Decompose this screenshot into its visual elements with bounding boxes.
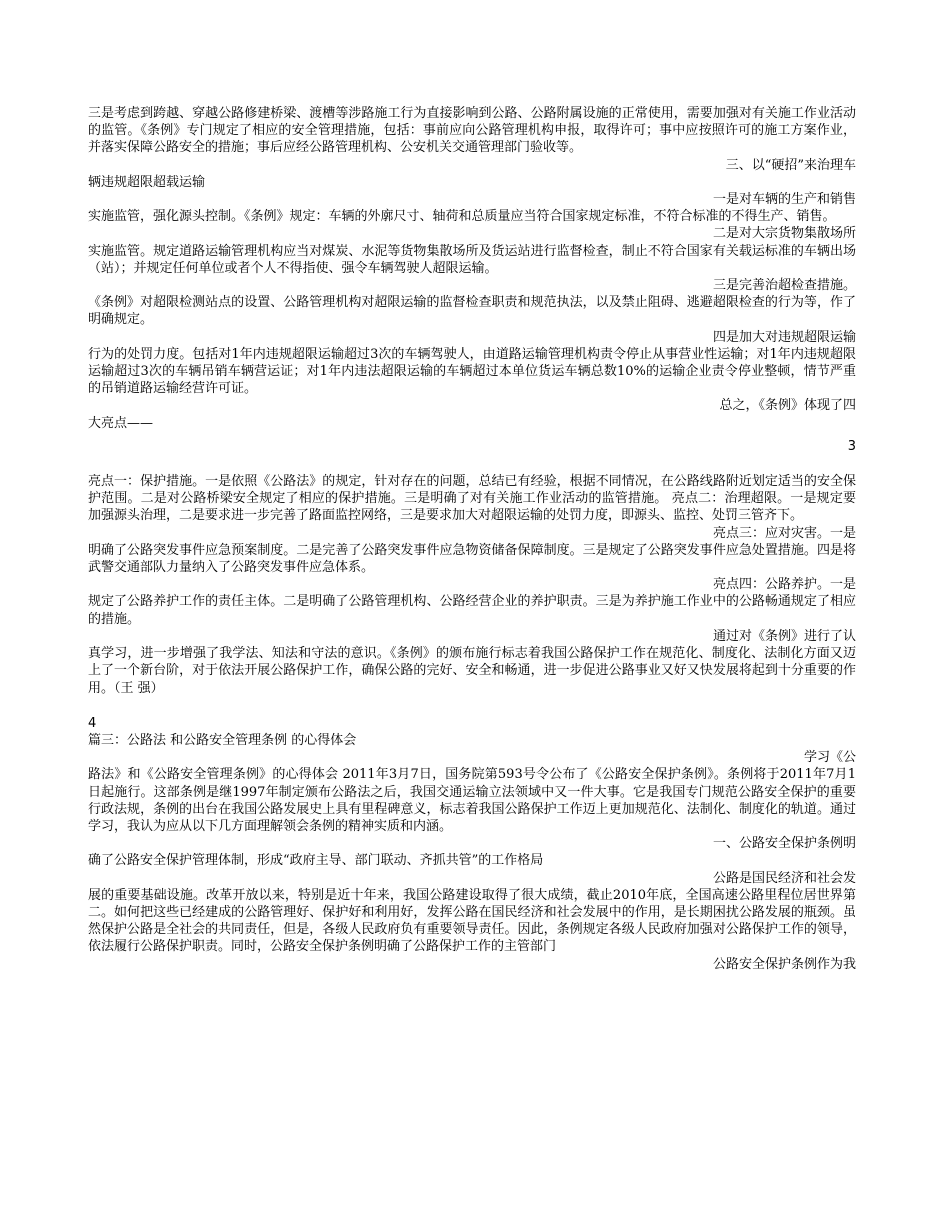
infrastructure-body: 展的重要基础设施。改革开放以来，特别是近十年来，我国公路建设取得了很大成绩，截止2010年底，全国高速公路里程位居世界第二。如何把这些已经建成的公路管理好、保护好和利用好，发挥公路在国民经济和社会发展中的作用，是长期困扰公路发展的瓶颈。虽然保护公路是全社会的共同责任，但是，各级人民政府负有重要领导责任。因此，条例规定各级人民政府加强对公路保护工作的领导，依法履行公路保护职责。同时，公路安全保护条例明确了公路保护工作的主管部门 <box>88 887 856 955</box>
point-four-head: 四是加大对违规超限运输 <box>712 329 856 345</box>
highlight-three-head: 亮点三：应对灾害。一是 <box>712 525 856 541</box>
heading-overload-head: 三、以“硬招”来治理车 <box>725 157 856 173</box>
highlights-one-two: 亮点一：保护措施。一是依照《公路法》的规定，针对存在的问题，总结已有经验，根据不同情况，在公路线路附近划定适当的安全保护范围。二是对公路桥梁安全规定了相应的保护措施。三是明确了对有关施工作业活动的监管措施。 亮点二：治理超限。一是规定要加强源头治理，二是要求进一步完善了路面监控网络，三是要求加大对超限运输的处罚力度，即源头、监控、处罚三管齐下。 <box>88 474 856 524</box>
essay-intro-head: 学习《公 <box>803 750 856 766</box>
point-four-body: 行为的处罚力度。包括对1年内违规超限运输超过3次的车辆驾驶人，由道路运输管理机构责令停止从事营业性运输；对1年内违规超限运输超过3次的车辆吊销车辆营运证；对1年内违法超限运输的车辆超过本单位货运车辆总数10%的运输企业责令停业整顿，情节严重的吊销道路运输经营许可证。 <box>88 346 856 397</box>
point-one-head: 一是对车辆的生产和销售 <box>712 192 856 208</box>
page-number: 3 <box>847 438 856 454</box>
final-line-head: 公路安全保护条例作为我 <box>712 956 856 972</box>
paragraph-construction-supervision: 三是考虑到跨越、穿越公路修建桥梁、渡槽等涉路施工行为直接影响到公路、公路附属设施的正常使用，需要加强对有关施工作业活动的监管。《条例》专门规定了相应的安全管理措施，包括：事前应向公路管理机构申报，取得许可；事中应按照许可的施工方案作业，并落实保障公路安全的措施；事后应经公路管理机构、公安机关交通管理部门验收等。 <box>88 106 856 156</box>
highlight-four-body: 规定了公路养护工作的责任主体。二是明确了公路管理机构、公路经营企业的养护职责。三是为养护施工作业中的公路畅通规定了相应的措施。 <box>88 594 856 627</box>
section-title: 篇三：公路法 和公路安全管理条例 的心得体会 <box>88 732 357 748</box>
summary-head: 总之，《条例》体现了四 <box>719 398 856 414</box>
point-two-head: 二是对大宗货物集散场所 <box>712 226 856 242</box>
point-three-head: 三是完善治超检查措施。 <box>712 278 856 294</box>
essay-heading-one-tail: 确了公路安全保护管理体制，形成“政府主导、部门联动、齐抓共管”的工作格局 <box>88 853 544 869</box>
summary-tail: 大亮点—— <box>88 415 154 431</box>
document-body <box>88 105 856 973</box>
point-one-body: 实施监管，强化源头控制。《条例》规定：车辆的外廓尺寸、轴荷和总质量应当符合国家规定标准，不符合标准的不得生产、销售。 <box>88 209 836 225</box>
highlight-four-head: 亮点四：公路养护。一是 <box>712 577 856 593</box>
highlight-three-body: 明确了公路突发事件应急预案制度。二是完善了公路突发事件应急物资储备保障制度。三是规定了公路突发事件应急处置措施。四是将武警交通部队力量纳入了公路突发事件应急体系。 <box>88 542 856 576</box>
page-number: 4 <box>88 715 97 731</box>
conclusion-body: 真学习，进一步增强了我学法、知法和守法的意识。《条例》的颁布施行标志着我国公路保护工作在规范化、制度化、法制化方面又迈上了一个新台阶，对于依法开展公路保护工作，确保公路的完好、安全和畅通，进一步促进公路事业又好又快发展将起到十分重要的作用。（王 强） <box>88 646 856 696</box>
heading-overload-tail: 辆违规超限超载运输 <box>88 174 206 190</box>
point-three-body: 《条例》对超限检测站点的设置、公路管理机构对超限运输的监督检查职责和规范执法，以及禁止阻碍、逃避超限检查的行为等，作了明确规定。 <box>88 295 856 328</box>
essay-heading-one-head: 一、公路安全保护条例明 <box>712 836 856 852</box>
essay-intro-body: 路法》和《公路安全管理条例》的心得体会 2011年3月7日，国务院第593号令公布了《公路安全保护条例》。条例将于2011年7月1日起施行。这部条例是继1997年制定颁布公路法之后，我国交通运输立法领域中又一件大事。它是我国专门规范公路安全保护的重要行政法规，条例的出台在我国公路发展史上具有里程碑意义，标志着我国公路保护工作迈上更加规范化、法制化、制度化的轨道。通过学习，我认为应从以下几方面理解领会条例的精神实质和内涵。 <box>88 767 856 834</box>
infrastructure-head: 公路是国民经济和社会发 <box>712 870 856 886</box>
point-two-body: 实施监管。规定道路运输管理机构应当对煤炭、水泥等货物集散场所及货运站进行监督检查，制止不符合国家有关载运标准的车辆出场（站）；并规定任何单位或者个人不得指使、强令车辆驾驶人超限运输。 <box>88 243 856 276</box>
conclusion-head: 通过对《条例》进行了认 <box>712 628 856 644</box>
